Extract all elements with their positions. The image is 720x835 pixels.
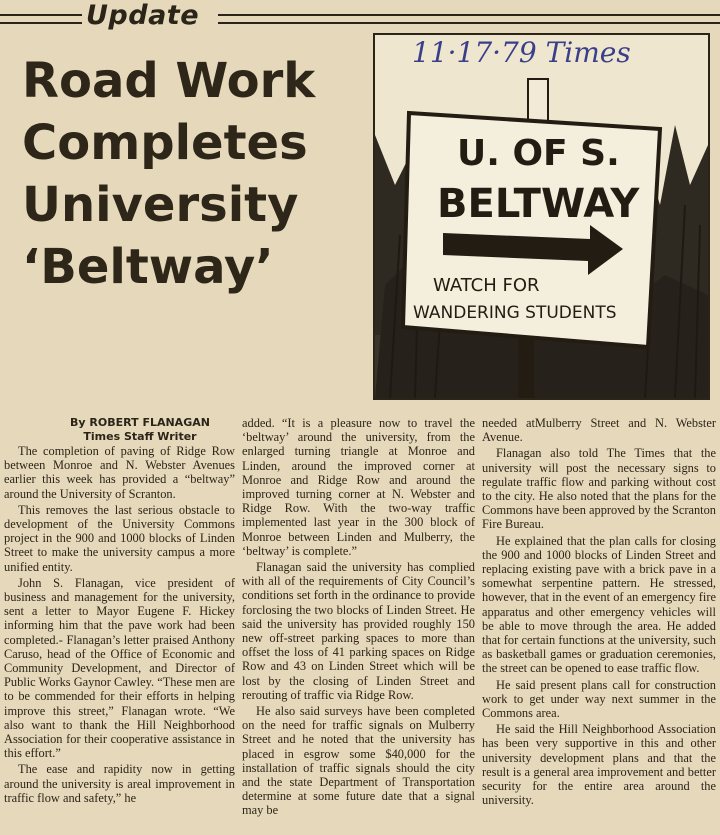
paragraph: added. “It is a pleasure now to travel the ‘beltway’ around the university, from the enlarged turning triangle at Monroe and Linden, around the improved corner at Monroe and Ridge Row and around the improved turning corner at N. Webster and Ridge Row. With the two-way traffic implemented last year in the 300 block of Monroe between Linden and Mulberry, the ‘beltway’ is complete.” [242, 416, 475, 558]
article-column-1 [4, 444, 235, 807]
article-column-3 [482, 416, 716, 809]
section-rule-right [218, 14, 720, 24]
paragraph: The ease and rapidity now in getting around the university is areal improvement in traffic flow and safety,” he [4, 762, 235, 805]
byline-role: Times Staff Writer [83, 430, 197, 443]
sign-line-2: BELTWAY [437, 181, 640, 227]
article-column-2 [242, 416, 475, 820]
beltway-sign-photo [373, 33, 710, 400]
byline-author: By ROBERT FLANAGAN [70, 416, 210, 429]
paragraph: He said present plans call for construction work to get under way next summer in the Commons area. [482, 677, 716, 721]
byline [40, 416, 240, 444]
paragraph: He also said surveys have been completed on the need for traffic signals on Mulberry Street and he noted that the university has placed in esgrow some $40,000 for the installation of traffic signals should the city and the state Department of Transportation determine at some future date that a signal may be [242, 704, 475, 818]
paragraph: John S. Flanagan, vice president of business and management for the university, sent a letter to Mayor Eugene F. Hickey informing him that the pave work had been completed.- Flanagan’s letter praised Anthony Caruso, head of the Office of Economic and Community Development, and Director of Public Works Gaynor Cawley. “These men are to be commended for their efforts in helping improve this street,” Flanagan wrote. “We also want to thank the Hill Neighborhood Association for their cooperative assistance in this effort.” [4, 575, 235, 761]
headline-line-2: Completes [22, 115, 308, 171]
handwritten-date-note: 11·17·79 Times [412, 36, 631, 69]
paragraph: He said the Hill Neighborhood Association has been very supportive in this and other university development plans and that the result is a general area improvement and better security for the entire area around the university. [482, 722, 716, 808]
headline-line-1: Road Work [22, 53, 316, 109]
headline [22, 50, 362, 298]
paragraph: He explained that the plan calls for closing the 900 and 1000 blocks of Linden Street and replacing existing pave with a brick pave in a somewhat serpentine pattern. He stressed, however, that in the event of an emergency fire apparatus and other emergency vehicles will be able to move through the area. He added that for certain functions at the university, such as basketball games or graduation ceremonies, the street can be opened to ease traffic flow. [482, 533, 716, 676]
sign-line-1: U. OF S. [457, 133, 620, 174]
paragraph: needed atMulberry Street and N. Webster Avenue. [482, 416, 716, 445]
section-rule-left [0, 14, 82, 24]
paragraph: Flanagan said the university has complied with all of the requirements of City Council’s conditions set forth in the ordinance to provide forclosing the two blocks of Linden Street. He said the university has provided roughly 150 new off-street parking spaces to more than offset the loss of 41 parking spaces on Ridge Row and 43 on Linden Street which will be lost by the closing of Linden Street and rerouting of traffic via Ridge Row. [242, 560, 475, 702]
paragraph: The completion of paving of Ridge Row between Monroe and N. Webster Avenues earlier this week has provided a “beltway” around the University of Scranton. [4, 444, 235, 501]
sign-line-3: WATCH FOR [433, 275, 540, 296]
section-label: Update [86, 0, 200, 31]
headline-line-3: University [22, 177, 299, 233]
paragraph: Flanagan also told The Times that the university will post the necessary signs to regulate traffic flow and parking without cost to the city. He also noted that the plans for the Commons have been approved by the Scranton Fire Bureau. [482, 446, 716, 532]
headline-line-4: ‘Beltway’ [22, 239, 274, 295]
paragraph: This removes the last serious obstacle to development of the University Commons project in the 900 and 1000 blocks of Linden Street to make the university campus a more unified entity. [4, 502, 235, 574]
section-header [0, 2, 720, 32]
sign-line-4: WANDERING STUDENTS [413, 303, 617, 323]
